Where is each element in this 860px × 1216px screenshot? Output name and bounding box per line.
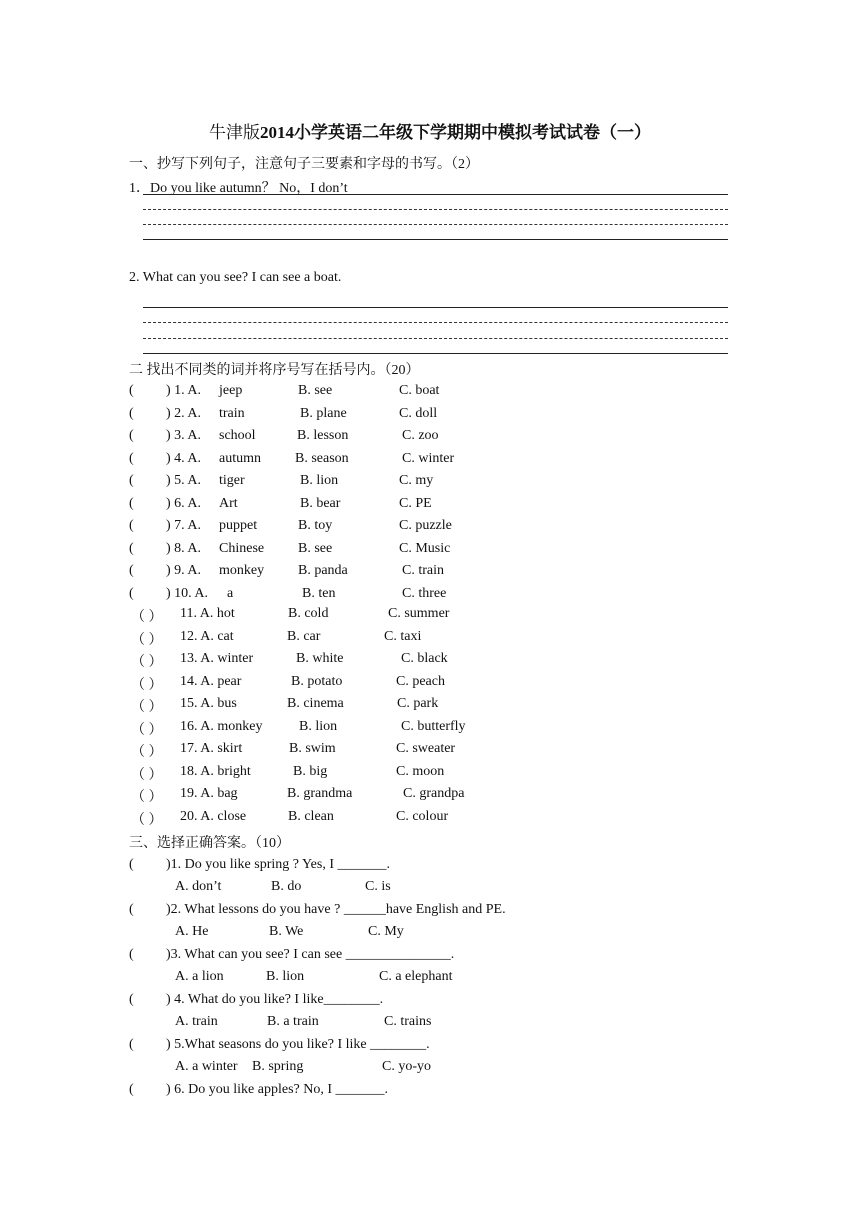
- option-c: C. summer: [388, 606, 450, 621]
- option-b: B. cinema: [287, 696, 344, 711]
- writing-line-dashed: [143, 209, 728, 210]
- option-b: B. potato: [291, 674, 343, 689]
- option-c: C. train: [402, 563, 444, 578]
- option-c: C. a elephant: [379, 969, 453, 984]
- answer-paren: （ ）: [131, 768, 163, 783]
- q1-number: 1．: [129, 181, 150, 196]
- option-a: school: [219, 428, 256, 443]
- question-text: 11. A. hot: [180, 606, 235, 621]
- writing-line-dashed: [143, 322, 728, 323]
- option-a: Chinese: [219, 541, 265, 556]
- question-text: )3. What can you see? I can see _______________.: [166, 947, 455, 962]
- option-b: B. do: [271, 879, 302, 894]
- answer-paren: （ ）: [131, 700, 163, 715]
- option-a: Art: [219, 496, 238, 511]
- option-a: jeep: [219, 383, 243, 398]
- answer-paren: （ ）: [131, 633, 163, 648]
- question-text: 18. A. bright: [180, 764, 251, 779]
- option-b: B. a train: [267, 1014, 319, 1029]
- option-c: C. is: [365, 879, 391, 894]
- option-b: B. white: [296, 651, 344, 666]
- option-b: B. plane: [300, 406, 347, 421]
- answer-paren: (: [129, 992, 134, 1007]
- section2-heading: 二 找出不同类的词并将序号写在括号内。（20）: [129, 363, 420, 378]
- list-item: [129, 383, 134, 399]
- answer-paren: (: [129, 383, 134, 398]
- option-b: B. car: [287, 629, 321, 644]
- answer-paren: （ ）: [131, 678, 163, 693]
- answer-paren: (: [129, 473, 134, 488]
- option-b: B. toy: [298, 518, 333, 533]
- option-a: train: [219, 406, 245, 421]
- option-b: B. panda: [298, 563, 348, 578]
- question-text: )2. What lessons do you have ? ______have English and PE.: [166, 902, 506, 917]
- writing-line-dashed: [143, 224, 728, 225]
- option-b: B. season: [295, 451, 349, 466]
- option-b: B. lion: [266, 969, 305, 984]
- option-c: C. puzzle: [399, 518, 452, 533]
- item-number: ) 5. A.: [166, 473, 201, 488]
- option-c: C. park: [397, 696, 439, 711]
- section1-q2: 2. What can you see? I can see a boat.: [129, 270, 342, 285]
- option-c: C. black: [401, 651, 448, 666]
- option-c: C. trains: [384, 1014, 432, 1029]
- question-text: ) 5.What seasons do you like? I like ________.: [166, 1037, 430, 1052]
- option-c: C. doll: [399, 406, 438, 421]
- option-a: A. don’t: [175, 879, 222, 894]
- answer-paren: (: [129, 857, 134, 872]
- option-b: B. swim: [289, 741, 336, 756]
- answer-paren: (: [129, 1082, 134, 1097]
- option-c: C. my: [399, 473, 434, 488]
- question-text: 17. A. skirt: [180, 741, 243, 756]
- answer-paren: （ ）: [131, 723, 163, 738]
- question-text: 20. A. close: [180, 809, 247, 824]
- option-a: A. train: [175, 1014, 218, 1029]
- question-text: 16. A. monkey: [180, 719, 263, 734]
- writing-line-solid: [143, 353, 728, 354]
- option-c: C. taxi: [384, 629, 422, 644]
- option-a: puppet: [219, 518, 258, 533]
- option-c: C. Music: [399, 541, 451, 556]
- option-b: B. lion: [299, 719, 338, 734]
- item-number: ) 9. A.: [166, 563, 201, 578]
- q1-text: Do you like autumn？ No，I don’t: [150, 181, 348, 196]
- title-main: 2014小学英语二年级下学期期中模拟考试试卷（一）: [260, 123, 651, 142]
- item-number: ) 1. A.: [166, 383, 201, 398]
- answer-paren: （ ）: [131, 745, 163, 760]
- answer-paren: (: [129, 518, 134, 533]
- option-b: B. spring: [252, 1059, 304, 1074]
- option-b: B. grandma: [287, 786, 353, 801]
- writing-line-solid: [143, 239, 728, 240]
- page-title: [0, 118, 860, 143]
- option-c: C. grandpa: [403, 786, 465, 801]
- option-b: B. see: [298, 541, 333, 556]
- option-c: C. PE: [399, 496, 432, 511]
- option-c: C. sweater: [396, 741, 456, 756]
- option-b: B. see: [298, 383, 333, 398]
- item-number: ) 10. A.: [166, 586, 208, 601]
- answer-paren: (: [129, 496, 134, 511]
- option-b: B. bear: [300, 496, 341, 511]
- item-number: ) 7. A.: [166, 518, 201, 533]
- answer-paren: (: [129, 947, 134, 962]
- option-a: autumn: [219, 451, 261, 466]
- section1-heading: 一、抄写下列句子，注意句子三要素和字母的书写。（2）: [129, 157, 479, 172]
- item-number: ) 6. A.: [166, 496, 201, 511]
- answer-paren: （ ）: [131, 655, 163, 670]
- writing-line-dashed: [143, 338, 728, 339]
- answer-paren: (: [129, 428, 134, 443]
- option-a: A. a winter: [175, 1059, 238, 1074]
- item-number: ) 3. A.: [166, 428, 201, 443]
- answer-paren: (: [129, 586, 134, 601]
- option-c: C. peach: [396, 674, 445, 689]
- answer-paren: （ ）: [131, 790, 163, 805]
- title-prefix: 牛津版: [209, 123, 260, 142]
- item-number: ) 2. A.: [166, 406, 201, 421]
- item-number: ) 4. A.: [166, 451, 201, 466]
- option-b: B. We: [269, 924, 304, 939]
- question-text: 12. A. cat: [180, 629, 234, 644]
- option-a: monkey: [219, 563, 265, 578]
- answer-paren: (: [129, 563, 134, 578]
- option-b: B. clean: [288, 809, 334, 824]
- answer-paren: （ ）: [131, 610, 163, 625]
- item-number: ) 8. A.: [166, 541, 201, 556]
- option-b: B. lesson: [297, 428, 349, 443]
- answer-paren: (: [129, 451, 134, 466]
- option-b: B. ten: [302, 586, 336, 601]
- answer-paren: (: [129, 541, 134, 556]
- option-a: A. a lion: [175, 969, 224, 984]
- question-text: ) 4. What do you like? I like________.: [166, 992, 384, 1007]
- question-text: 19. A. bag: [180, 786, 238, 801]
- answer-paren: (: [129, 1037, 134, 1052]
- answer-paren: (: [129, 406, 134, 421]
- writing-line-solid: [143, 307, 728, 308]
- option-c: C. My: [368, 924, 404, 939]
- option-c: C. butterfly: [401, 719, 466, 734]
- question-text: 15. A. bus: [180, 696, 237, 711]
- question-text: 14. A. pear: [180, 674, 242, 689]
- option-c: C. colour: [396, 809, 449, 824]
- option-c: C. three: [402, 586, 447, 601]
- option-b: B. cold: [288, 606, 329, 621]
- section3-heading: 三、选择正确答案。（10）: [129, 836, 290, 851]
- option-b: B. big: [293, 764, 328, 779]
- option-c: C. yo-yo: [382, 1059, 431, 1074]
- option-c: C. winter: [402, 451, 455, 466]
- option-c: C. moon: [396, 764, 445, 779]
- option-a: tiger: [219, 473, 245, 488]
- question-text: 13. A. winter: [180, 651, 254, 666]
- answer-paren: （ ）: [131, 813, 163, 828]
- answer-paren: (: [129, 902, 134, 917]
- question-text: ) 6. Do you like apples? No, I _______.: [166, 1082, 389, 1097]
- question-text: )1. Do you like spring ? Yes, I _______.: [166, 857, 390, 872]
- option-c: C. boat: [399, 383, 440, 398]
- writing-line-solid: [143, 194, 728, 195]
- option-a: A. He: [175, 924, 209, 939]
- option-b: B. lion: [300, 473, 339, 488]
- option-c: C. zoo: [402, 428, 439, 443]
- option-a: a: [227, 586, 234, 601]
